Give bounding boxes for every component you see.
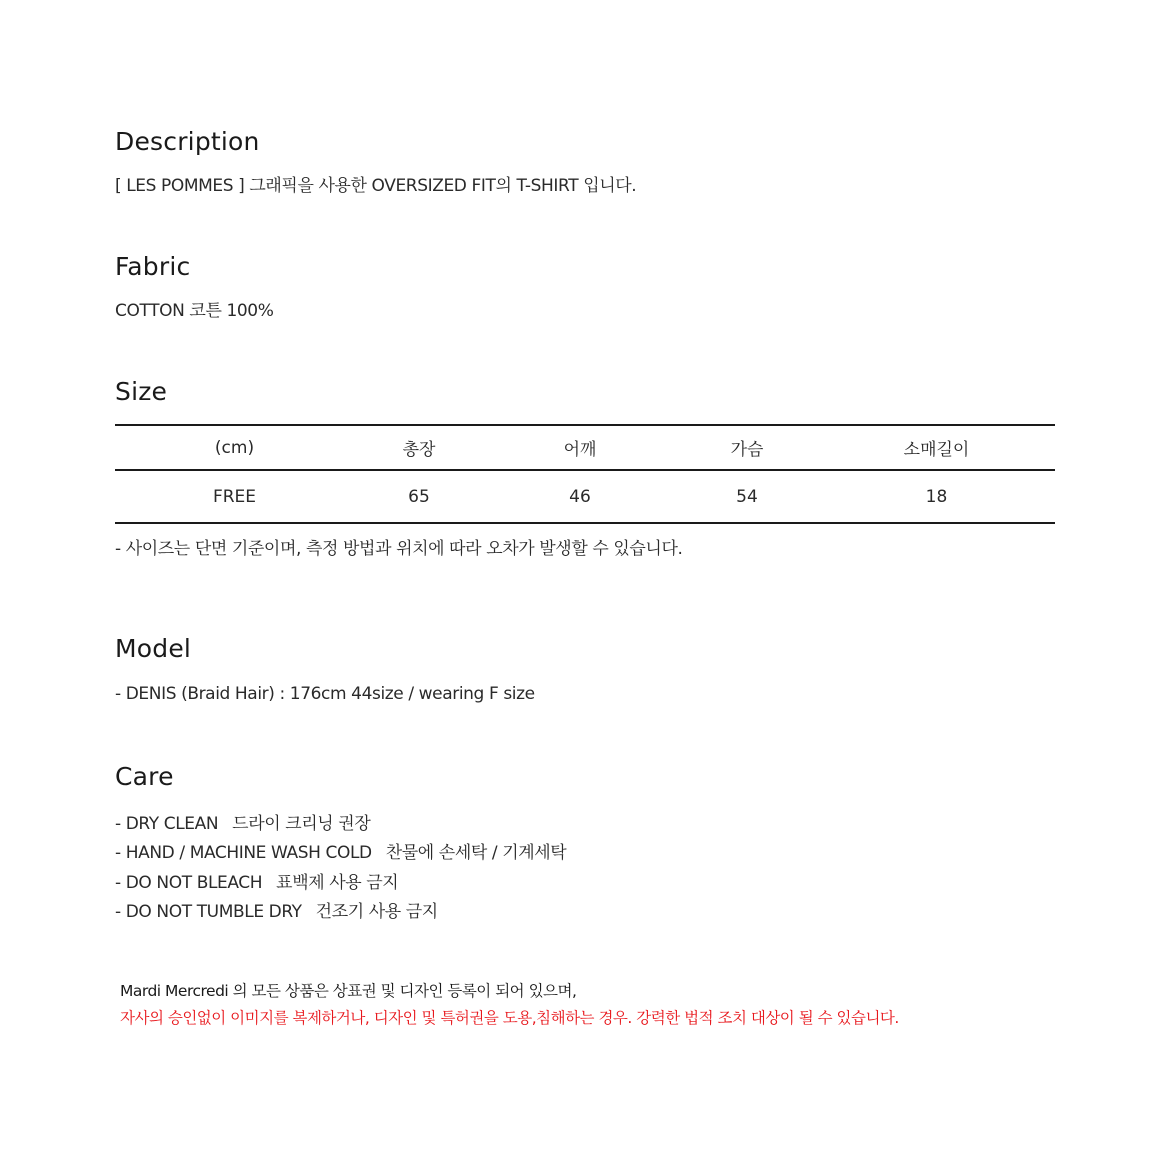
size-header-unit: (cm) — [214, 437, 255, 458]
size-header-shoulder: 어깨 — [563, 440, 597, 460]
care-item — [115, 898, 566, 927]
size-table — [115, 424, 1055, 524]
model-heading: Model — [115, 634, 192, 663]
size-heading: Size — [115, 377, 168, 406]
size-cell-chest: 54 — [736, 486, 758, 507]
care-item-korean: 드라이 크리닝 권장 — [232, 814, 371, 834]
table-row — [115, 470, 1055, 523]
care-item-english: - HAND / MACHINE WASH COLD — [115, 843, 372, 864]
fabric-heading: Fabric — [115, 252, 191, 281]
size-cell-length: 65 — [408, 486, 430, 507]
product-info-page — [115, 0, 1055, 1170]
care-item-korean: 표백제 사용 금지 — [276, 872, 399, 893]
care-item — [115, 839, 566, 868]
care-item-english: - DRY CLEAN — [115, 814, 219, 834]
size-header-chest: 가슴 — [730, 440, 764, 460]
size-cell-sleeve: 18 — [925, 486, 948, 507]
care-item — [115, 869, 566, 898]
care-item-korean: 건조기 사용 금지 — [315, 901, 438, 922]
size-table-header-row — [115, 425, 1055, 470]
care-item-korean: 찬물에 손세탁 / 기계세탁 — [385, 843, 567, 864]
size-cell-shoulder: 46 — [569, 486, 591, 507]
copyright-notice — [120, 978, 899, 1032]
copyright-warning-line: 자사의 승인없이 이미지를 복제하거나, 디자인 및 특허권을 도용,침해하는 경우. 강력한 법적 조치 대상이 될 수 있습니다. — [120, 1009, 899, 1027]
model-text: - DENIS (Braid Hair) : 176cm 44size / wearing F size — [115, 684, 535, 704]
size-header-length: 총장 — [402, 440, 436, 460]
description-heading: Description — [115, 127, 260, 156]
care-item-english: - DO NOT TUMBLE DRY — [115, 901, 302, 922]
care-heading: Care — [115, 762, 174, 791]
copyright-notice-line1: Mardi Mercredi 의 모든 상품은 상표권 및 디자인 등록이 되어 있으며, — [120, 982, 577, 1000]
size-note: - 사이즈는 단면 기준이며, 측정 방법과 위치에 따라 오차가 발생할 수 있습니다. — [115, 539, 683, 559]
care-list — [115, 810, 566, 927]
size-header-sleeve: 소매길이 — [903, 440, 970, 460]
care-item-english: - DO NOT BLEACH — [115, 872, 263, 893]
size-cell-size: FREE — [212, 486, 257, 507]
description-text: [ LES POMMES ] 그래픽을 사용한 OVERSIZED FIT의 T-SHIRT 입니다. — [115, 176, 637, 196]
care-item — [115, 810, 566, 839]
fabric-text: COTTON 코튼 100% — [115, 301, 274, 321]
